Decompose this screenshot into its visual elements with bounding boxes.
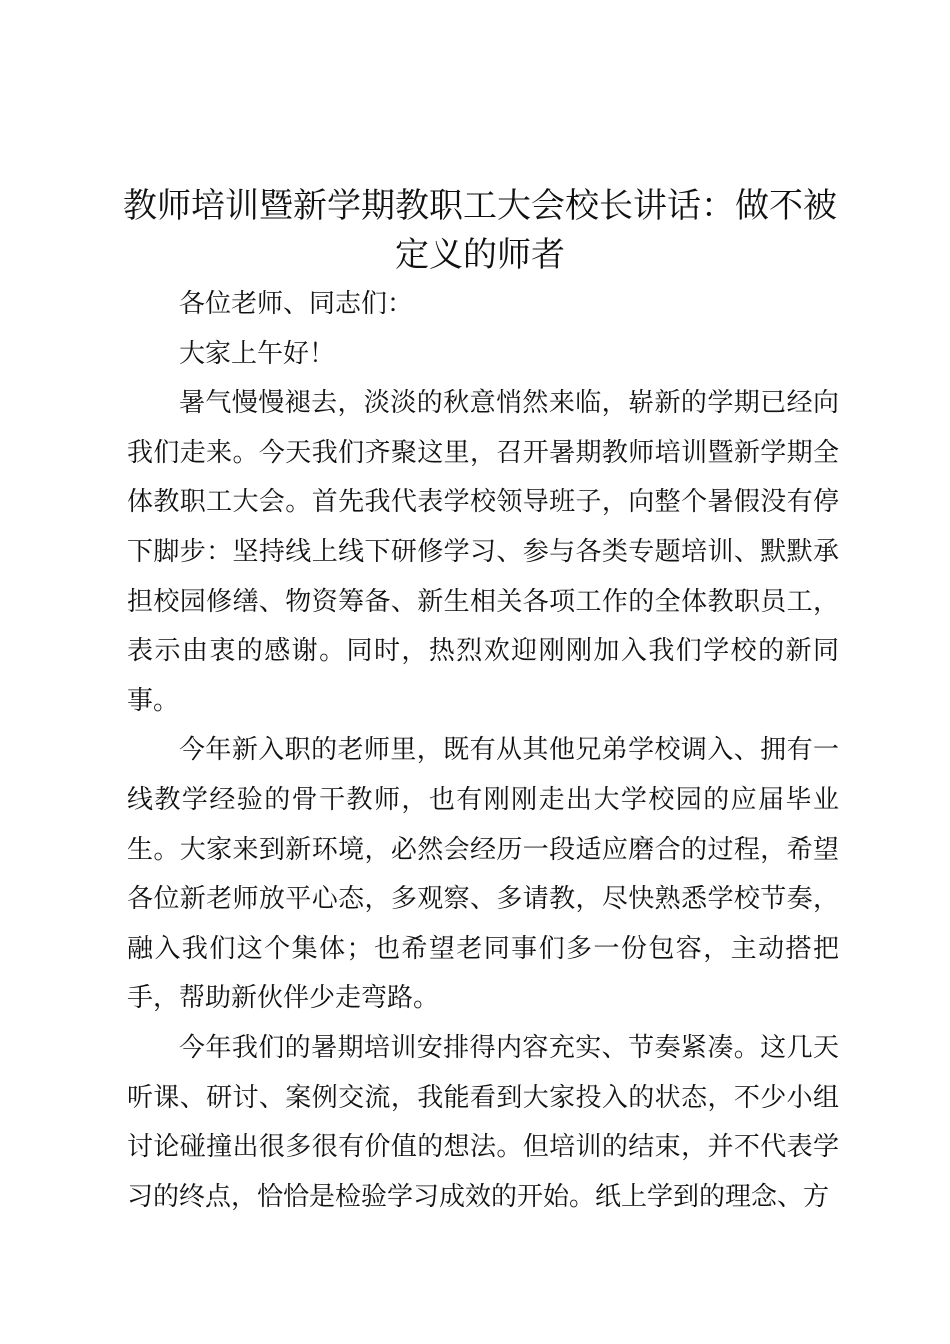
body-paragraph: 今年我们的暑期培训安排得内容充实、节奏紧凑。这几天听课、研讨、案例交流，我能看到大家投入的状态，不少小组讨论碰撞出很多很有价值的想法。但培训的结束，并不代表学习的终点，恰恰是检验学习成效的开始。纸上学到的理念、方	[127, 1032, 839, 1212]
body-paragraph: 暑气慢慢褪去，淡淡的秋意悄然来临，崭新的学期已经向我们走来。今天我们齐聚这里，召开暑期教师培训暨新学期全体教职工大会。首先我代表学校领导班子，向整个暑假没有停下脚步：坚持线上线下研修学习、参与各类专题培训、默默承担校园修缮、物资筹备、新生相关各项工作的全体教职员工，表示由衷的感谢。同时，热烈欢迎刚刚加入我们学校的新同事。	[127, 388, 839, 716]
body-paragraph: 今年新入职的老师里，既有从其他兄弟学校调入、拥有一线教学经验的骨干教师，也有刚刚走出大学校园的应届毕业生。大家来到新环境，必然会经历一段适应磨合的过程，希望各位新老师放平心态，多观察、多请教，尽快熟悉学校节奏，融入我们这个集体；也希望老同事们多一份包容，主动搭把手，帮助新伙伴少走弯路。	[127, 735, 839, 1014]
document-title: 教师培训暨新学期教职工大会校长讲话：做不被定义的师者	[123, 186, 837, 275]
greeting: 大家上午好！	[179, 338, 336, 369]
salutation: 各位老师、同志们：	[179, 289, 414, 319]
document-body	[127, 280, 839, 1222]
